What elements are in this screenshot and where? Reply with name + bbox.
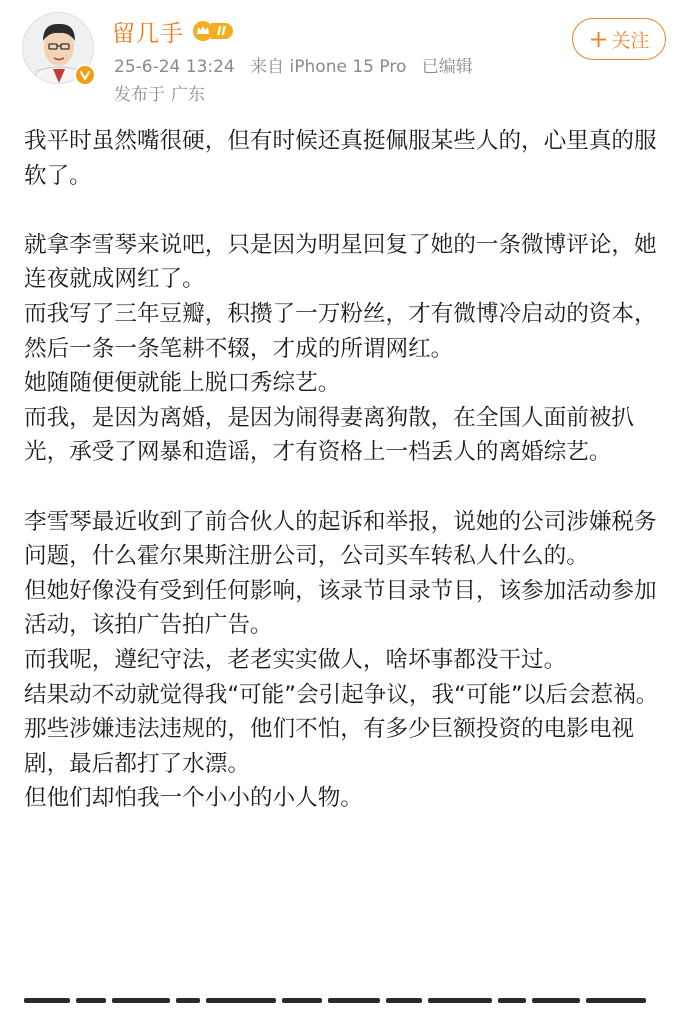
- plus-icon: +: [588, 25, 609, 53]
- post-line: 而我呢，遵纪守法，老老实实做人，啥坏事都没干过。: [24, 646, 567, 673]
- avatar-container[interactable]: [22, 12, 94, 84]
- post-line: 结果动不动就觉得我“可能”会引起争议，我“可能”以后会惹祸。: [24, 681, 659, 708]
- follow-button[interactable]: [572, 18, 666, 60]
- post-line: 而我，是因为离婚，是因为闹得妻离狗散，在全国人面前被扒光，承受了网暴和造谣，才有资格上一档丢人的离婚综艺。: [24, 404, 635, 466]
- next-line-cutoff: [24, 998, 664, 1014]
- post-meta: [114, 52, 483, 77]
- post-timestamp: 25-6-24 13:24: [114, 57, 235, 77]
- paragraph-gap: [24, 193, 664, 228]
- post-line: 她随随便便就能上脱口秀综艺。: [24, 370, 341, 397]
- post-line: 那些涉嫌违法违规的，他们不怕，有多少巨额投资的电影电视剧，最后都打了水漂。: [24, 716, 635, 777]
- level-badge[interactable]: [192, 20, 233, 42]
- post-line: 我平时虽然嘴很硬，但有时候还真挺佩服某些人的，心里真的服软了。: [24, 128, 657, 189]
- post-line: 但她好像没有受到任何影响，该录节目录节目，该参加活动参加活动，该拍广告拍广告。: [24, 577, 657, 639]
- location-value: 广东: [171, 85, 205, 105]
- paragraph-gap: [24, 470, 664, 505]
- post-line: 而我写了三年豆瓣，积攒了一万粉丝，才有微博冷启动的资本，然后一条一条笔耕不辍，才成的所谓网红。: [24, 300, 657, 362]
- post-body: [24, 124, 664, 816]
- verified-badge-icon: [74, 64, 96, 86]
- post-source: 来自 iPhone 15 Pro: [250, 57, 407, 77]
- username[interactable]: 留几手: [112, 20, 184, 47]
- username-row: [112, 14, 233, 48]
- edited-label[interactable]: 已编辑: [421, 57, 473, 77]
- follow-button-label: 关注: [611, 29, 650, 52]
- post-line: 但他们却怕我一个小小的小人物。: [24, 785, 363, 812]
- post-location: [114, 80, 211, 105]
- post-line: 李雪琴最近收到了前合伙人的起诉和举报，说她的公司涉嫌税务问题，什么霍尔果斯注册公司，公司买车转私人什么的。: [24, 508, 657, 570]
- location-label: 发布于: [114, 85, 165, 105]
- post-line: 就拿李雪琴来说吧，只是因为明星回复了她的一条微博评论，她连夜就成网红了。: [24, 231, 657, 293]
- post-header: [0, 0, 690, 110]
- level-badge-text: II: [211, 23, 233, 39]
